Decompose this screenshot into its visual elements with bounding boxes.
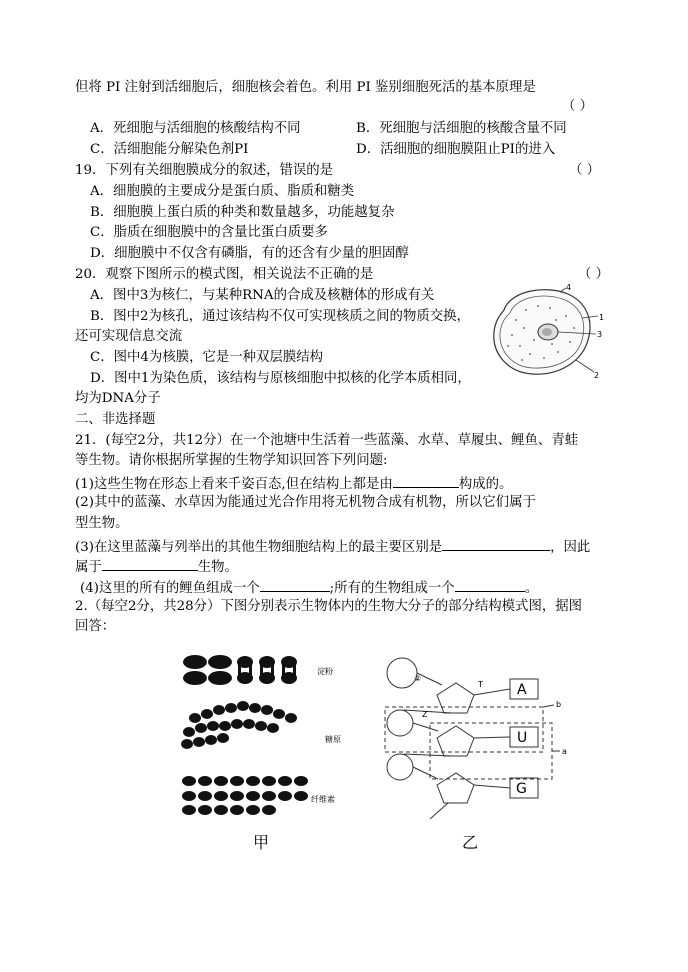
q21-part4-text: (4)这里的所有的鲤鱼组成一个 xyxy=(80,581,260,596)
q21-stem-line1: 21．(每空2分，共12分）在一个池塘中生活着一些蓝藻、水草、草履虫、鲤鱼、青蛙 xyxy=(75,433,579,448)
q18-option-c: C．活细胞能分解染色剂PI xyxy=(90,142,249,157)
q18-stem: 但将 PI 注射到活细胞后，细胞核会着色。利用 PI 鉴别细胞死活的基本原理是 xyxy=(75,80,536,95)
q2-stem-line1: 2.（每空2分，共28分）下图分别表示生物体内的生物大分子的部分结构模式图，据图 xyxy=(75,599,583,614)
nucleotide-chain-diagram xyxy=(382,655,572,825)
q18-option-a: A．死细胞与活细胞的核酸结构不同 xyxy=(90,121,301,136)
q21-part1-text: (1)这些生物在形态上看来千姿百态,但在结构上都是由 xyxy=(75,477,393,492)
q21-part1-text-end: 构成的。 xyxy=(458,477,513,492)
nucleus-diagram xyxy=(486,280,606,382)
mark-circle-2: ② xyxy=(414,674,422,683)
q21-part3-text-2: 属于 xyxy=(75,560,102,575)
q21-blank-5[interactable] xyxy=(260,577,330,592)
caption-yi: 乙 xyxy=(462,833,479,852)
q20-option-c: C．图中4为核膜，它是一种双层膜结构 xyxy=(90,350,324,365)
q2-stem-line2: 回答： xyxy=(75,619,116,634)
q21-part4 xyxy=(80,577,538,598)
q21-part2-line1: (2)其中的蓝藻、水草因为能通过光合作用将无机物合成有机物，所以它们属于 xyxy=(75,495,536,510)
q19-stem: 19．下列有关细胞膜成分的叙述，错误的是 xyxy=(75,163,334,178)
q21-part3-text-3: 生物。 xyxy=(197,560,238,575)
q19-option-c: C．脂质在细胞膜中的含量比蛋白质要多 xyxy=(90,225,328,240)
q21-blank-1[interactable] xyxy=(393,473,459,488)
label-cellulose: 纤维素 xyxy=(311,795,335,804)
q20-option-d-line1: D．图中1为染色质，该结构与原核细胞中拟核的化学本质相同， xyxy=(90,371,471,386)
caption-jia: 甲 xyxy=(253,833,270,852)
q21-part3-line1 xyxy=(75,536,590,557)
fig-label-4: 4 xyxy=(566,283,572,292)
q19-answer-paren: （ ） xyxy=(569,163,601,178)
q21-part4-text-2: ;所有的生物组成一个 xyxy=(329,581,455,596)
q21-stem-line2: 等生物。请你根据所掌握的生物学知识回答下列问题: xyxy=(75,453,388,468)
polysaccharide-diagram xyxy=(175,648,345,818)
q21-part4-text-3: 。 xyxy=(524,581,539,596)
fig-label-3: 3 xyxy=(597,330,603,339)
section-heading: 二、非选择题 xyxy=(75,412,156,427)
q21-part3-text-end: ，因此 xyxy=(550,540,591,555)
label-starch: 淀粉 xyxy=(317,667,333,676)
mark-z: Z xyxy=(422,710,428,719)
label-glycogen: 糖原 xyxy=(325,735,341,744)
q21-part3-line2 xyxy=(75,556,238,577)
fig-label-1: 1 xyxy=(599,313,605,322)
q20-option-d-line2: 均为DNA分子 xyxy=(75,391,161,406)
base-a: A xyxy=(517,682,527,698)
q19-option-d: D．细胞膜中不仅含有磷脂，有的还含有少量的胆固醇 xyxy=(90,246,409,261)
q21-part1 xyxy=(75,473,512,494)
q18-answer-paren: （ ） xyxy=(562,99,594,114)
q21-blank-6[interactable] xyxy=(455,577,525,592)
base-u: U xyxy=(517,730,528,746)
q19-option-b: B．细胞膜上蛋白质的种类和数量越多，功能越复杂 xyxy=(90,205,395,220)
q20-option-b-line2: 还可实现信息交流 xyxy=(75,329,183,344)
q19-option-a: A．细胞膜的主要成分是蛋白质、脂质和糖类 xyxy=(90,184,355,199)
q21-blank-4[interactable] xyxy=(102,556,198,571)
base-g: G xyxy=(516,781,527,797)
q20-answer-paren: （ ） xyxy=(578,267,610,282)
mark-t: T xyxy=(478,680,483,689)
label-a: a xyxy=(562,747,567,756)
q20-option-b-line1: B．图中2为核孔，通过该结构不仅可实现核质之间的物质交换， xyxy=(90,309,470,324)
q21-part2-line2: 型生物。 xyxy=(75,516,129,531)
q20-option-a: A．图中3为核仁，与某种RNA的合成及核糖体的形成有关 xyxy=(90,288,435,303)
q20-stem: 20．观察下图所示的模式图，相关说法不正确的是 xyxy=(75,267,374,282)
q21-part3-text: (3)在这里蓝藻与列举出的其他生物细胞结构上的最主要区别是 xyxy=(75,540,443,555)
q21-blank-3[interactable] xyxy=(442,536,550,551)
label-b: b xyxy=(556,700,562,709)
q18-option-b: B．死细胞与活细胞的核酸含量不同 xyxy=(356,121,567,136)
q18-option-d: D．活细胞的细胞膜阻止PI的进入 xyxy=(356,142,556,157)
fig-label-2: 2 xyxy=(594,371,600,380)
